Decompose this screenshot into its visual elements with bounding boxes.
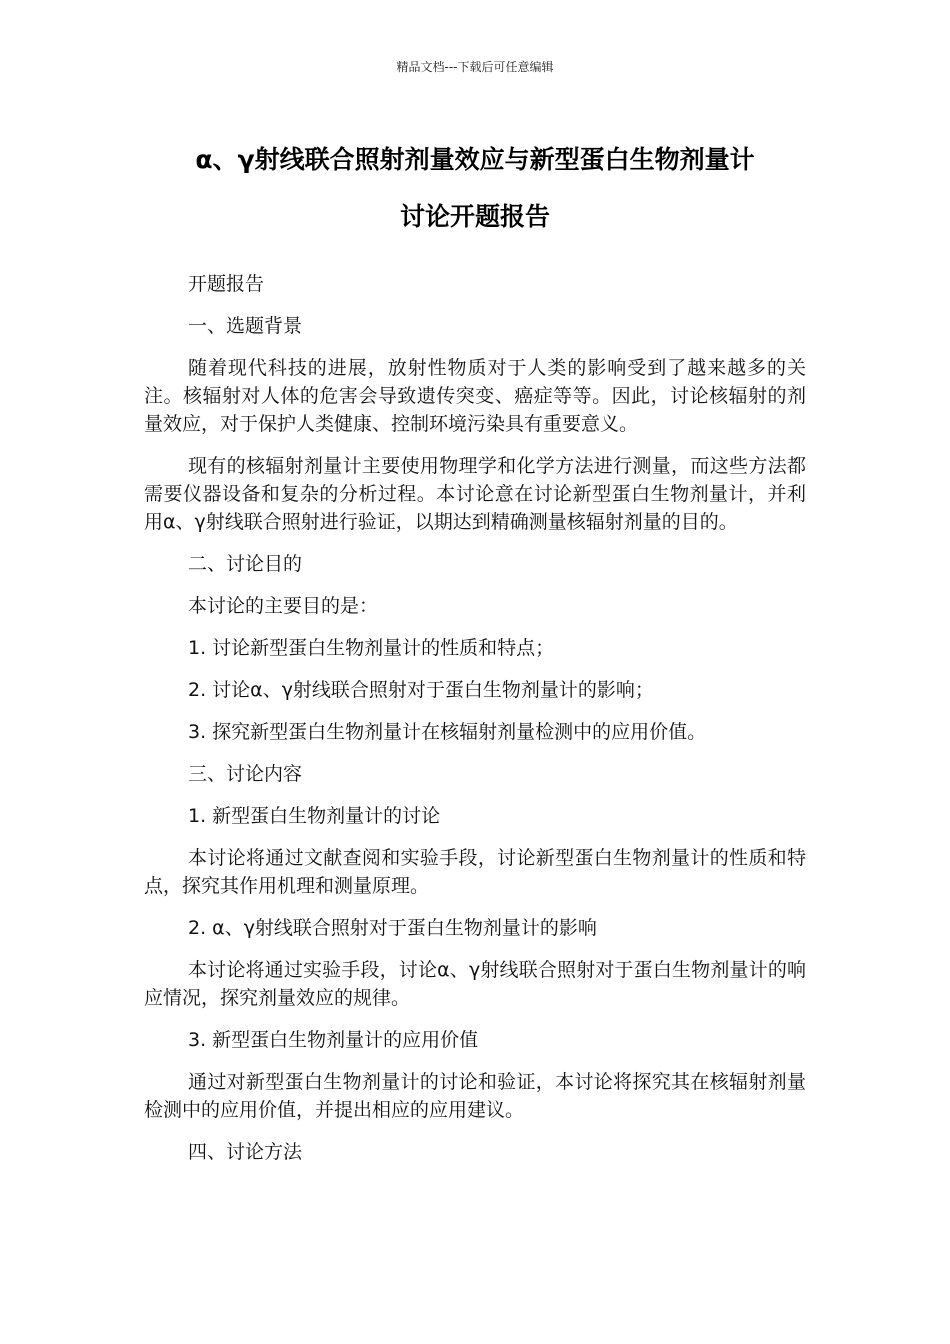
document-title-line-2: 讨论开题报告: [399, 202, 550, 231]
section-heading-methods: 四、讨论方法: [188, 1141, 303, 1163]
paragraph-content-3: 通过对新型蛋白生物剂量计的讨论和验证，本讨论将探究其在核辐射剂量检测中的应用价值，并提出相应的应用建议。: [144, 1071, 806, 1121]
paragraph-content-1: 本讨论将通过文献查阅和实验手段，讨论新型蛋白生物剂量计的性质和特点，探究其作用机理和测量原理。: [144, 847, 806, 897]
section-heading-objectives: 二、讨论目的: [188, 553, 303, 575]
subheading-content-1: 1. 新型蛋白生物剂量计的讨论: [188, 805, 441, 827]
paragraph-background-1: 随着现代科技的进展，放射性物质对于人类的影响受到了越来越多的关注。核辐射对人体的危害会导致遗传突变、癌症等等。因此，讨论核辐射的剂量效应，对于保护人类健康、控制环境污染具有重要意义。: [144, 357, 806, 435]
paragraph-content-2: 本讨论将通过实验手段，讨论α、γ射线联合照射对于蛋白生物剂量计的响应情况，探究剂量效应的规律。: [144, 959, 806, 1009]
list-item-objective-1: 1. 讨论新型蛋白生物剂量计的性质和特点；: [188, 637, 555, 659]
document-body: [144, 270, 806, 1180]
list-item-objective-2: 2. 讨论α、γ射线联合照射对于蛋白生物剂量计的影响；: [188, 679, 654, 701]
page-header-note: 精品文档---下载后可任意编辑: [396, 60, 554, 74]
paragraph-objectives-intro: 本讨论的主要目的是：: [188, 595, 379, 617]
section-label-report: 开题报告: [188, 273, 265, 295]
paragraph-background-2: 现有的核辐射剂量计主要使用物理学和化学方法进行测量，而这些方法都需要仪器设备和复杂的分析过程。本讨论意在讨论新型蛋白生物剂量计，并利用α、γ射线联合照射进行验证，以期达到精确测量核辐射剂量的目的。: [144, 455, 806, 533]
subheading-content-3: 3. 新型蛋白生物剂量计的应用价值: [188, 1029, 479, 1051]
section-heading-content: 三、讨论内容: [188, 763, 303, 785]
document-title-line-1: α、γ射线联合照射剂量效应与新型蛋白生物剂量计: [195, 145, 755, 174]
subheading-content-2: 2. α、γ射线联合照射对于蛋白生物剂量计的影响: [188, 917, 597, 939]
list-item-objective-3: 3. 探究新型蛋白生物剂量计在核辐射剂量检测中的应用价值。: [188, 721, 707, 743]
section-heading-background: 一、选题背景: [188, 315, 303, 337]
